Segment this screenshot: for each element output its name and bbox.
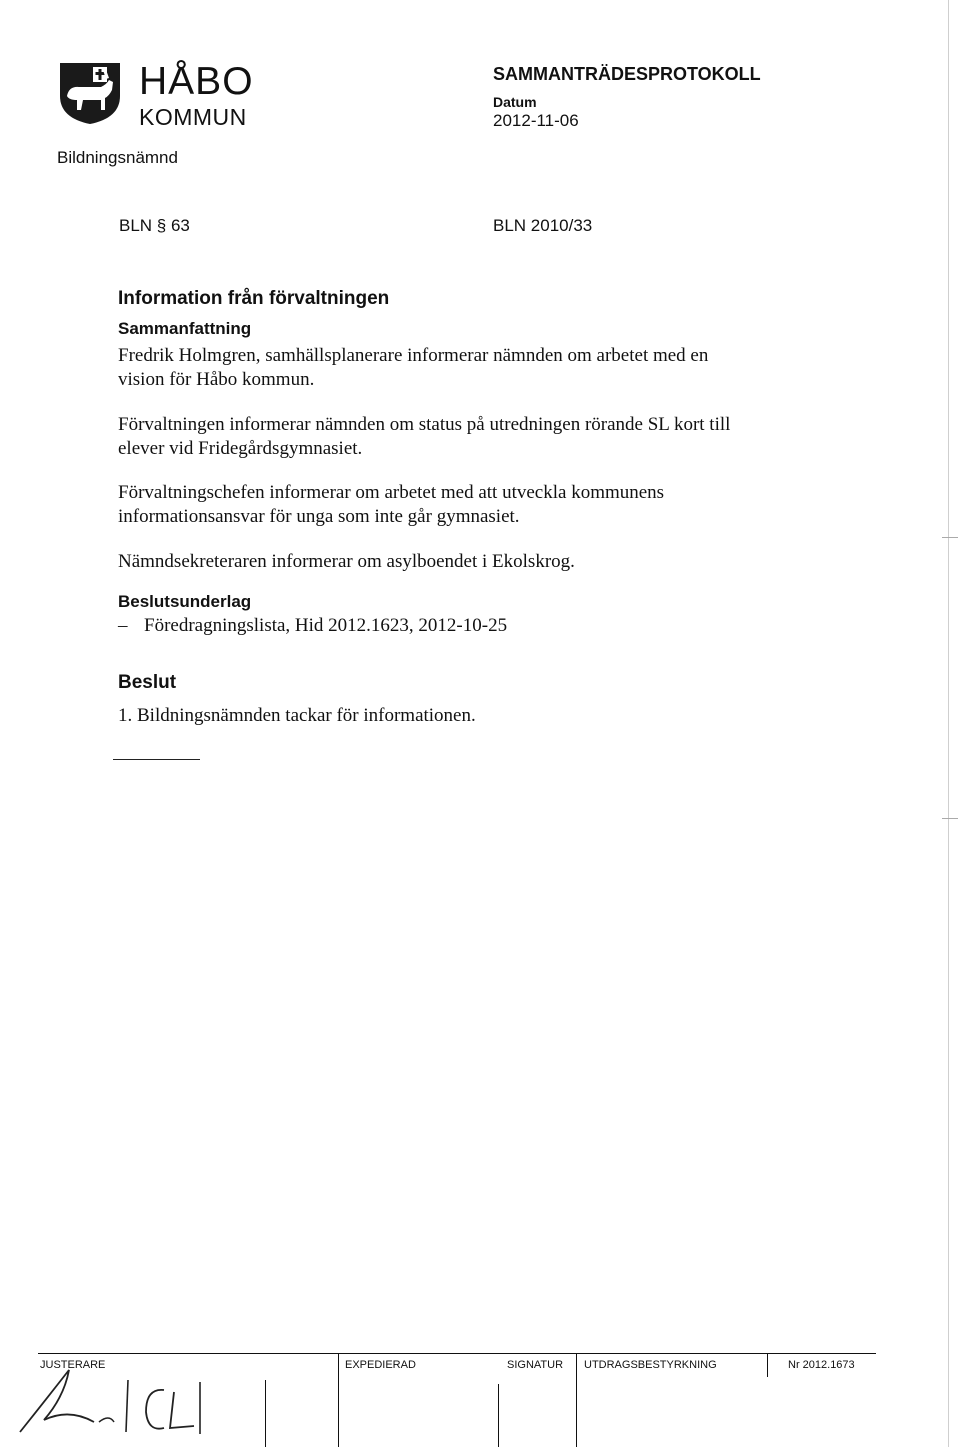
hbo-coat-of-arms-logo <box>57 60 123 126</box>
footer-signatur-label: SIGNATUR <box>507 1359 564 1371</box>
basis-heading: Beslutsunderlag <box>118 592 252 611</box>
footer-divider <box>767 1353 768 1377</box>
end-rule <box>113 759 200 760</box>
committee-name: Bildningsnämnd <box>57 148 178 167</box>
footer-divider <box>576 1353 577 1447</box>
case-reference: BLN 2010/33 <box>493 216 593 235</box>
page-edge <box>948 0 949 1447</box>
summary-paragraph: Nämndsekreteraren informerar om asylboendet i Ekolskrog. <box>118 551 575 572</box>
edge-mark <box>942 537 958 538</box>
handwritten-initials-signature <box>14 1362 214 1436</box>
date-label: Datum <box>493 94 537 110</box>
basis-item-text: Föredragningslista, Hid 2012.1623, 2012-10-25 <box>144 615 508 636</box>
footer-divider <box>265 1380 266 1447</box>
summary-heading: Sammanfattning <box>118 319 252 338</box>
item-title: Information från förvaltningen <box>118 288 390 309</box>
summary-paragraph: Fredrik Holmgren, samhällsplanerare informerar nämnden om arbetet med en vision för Håbo kommun. <box>118 345 709 390</box>
footer-expedierad-label: EXPEDIERAD <box>345 1359 416 1371</box>
basis-list-item <box>118 615 507 637</box>
list-dash: – <box>118 615 128 636</box>
footer-rule <box>38 1353 876 1354</box>
summary-paragraph: Förvaltningen informerar nämnden om status på utredningen rörande SL kort till elever vid Fridegårdsgymnasiet. <box>118 414 731 459</box>
date-value: 2012-11-06 <box>493 111 579 130</box>
footer-utdrag-label: UTDRAGSBESTYRKNING <box>584 1359 717 1371</box>
footer-justerare-label: JUSTERARE <box>40 1359 106 1371</box>
document-type: SAMMANTRÄDESPROTOKOLL <box>493 64 761 84</box>
footer-number: Nr 2012.1673 <box>788 1359 855 1371</box>
summary-paragraph: Förvaltningschefen informerar om arbetet med att utveckla kommunens informationsansvar för unga som inte går gymnasiet. <box>118 482 665 527</box>
footer-divider <box>498 1384 499 1447</box>
logo-subtitle: KOMMUN <box>139 104 247 130</box>
edge-mark <box>942 818 958 819</box>
logo-name: HÅBO <box>139 60 254 103</box>
decision-list-item: 1. Bildningsnämnden tackar för informationen. <box>118 705 476 726</box>
paragraph-reference: BLN § 63 <box>119 216 190 235</box>
decision-heading: Beslut <box>118 672 177 693</box>
footer-divider <box>338 1353 339 1447</box>
